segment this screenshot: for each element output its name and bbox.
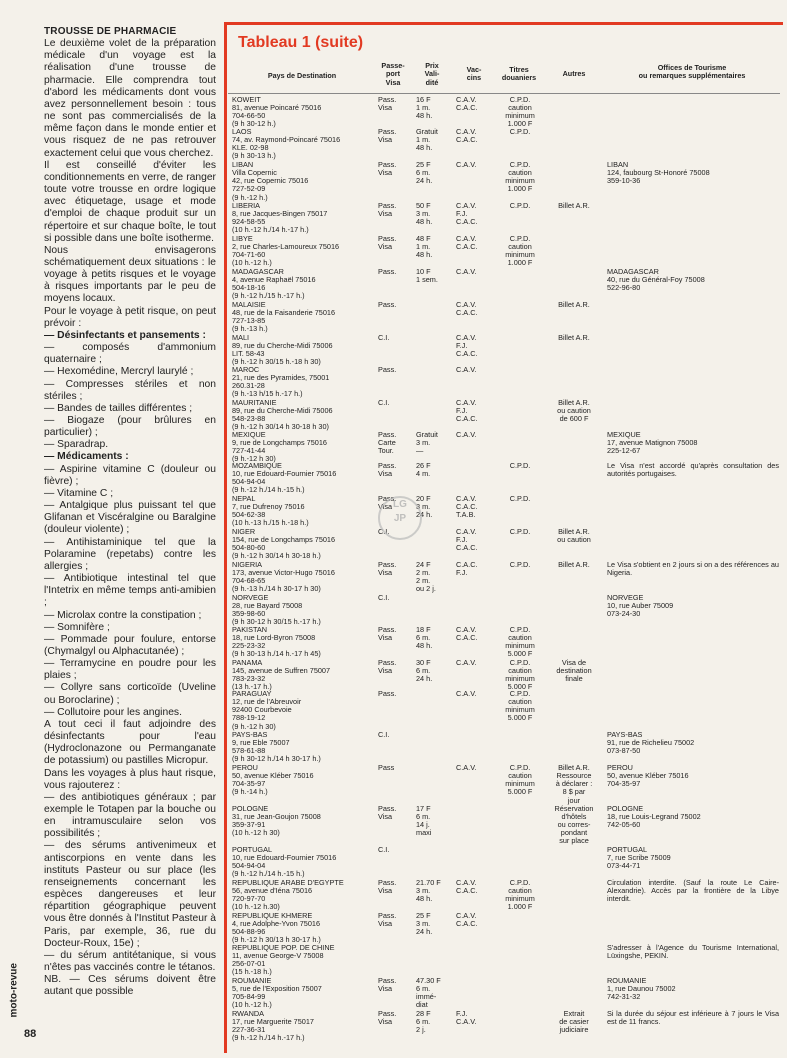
table-cell-pays: NEPAL 7, rue Dufrenoy 75016 504-62-38 (10 h.-13 h./15 h.-18 h.): [232, 494, 309, 528]
table-cell-vac: C.A.V. F.J. C.A.C.: [456, 398, 478, 424]
article-paragraph: — Terramycine en poudre pour les plaies ;: [44, 658, 216, 682]
article-paragraph: — Sparadrap.: [44, 439, 109, 451]
table-cell-prix: 16 F 1 m. 48 h.: [416, 95, 433, 121]
table-cell-prix: 25 F 3 m. 24 h.: [416, 911, 433, 937]
header-rule: [228, 93, 780, 94]
article-paragraph: — Aspirine vitamine C (douleur ou fièvre) ;: [44, 463, 216, 487]
table-cell-pass: Pass. Visa: [378, 201, 397, 219]
table-cell-pass: C.I.: [378, 527, 390, 536]
table-cell-off: MEXIQUE 17, avenue Matignon 75008 225-12-67: [607, 430, 698, 456]
table-cell-pays: LIBERIA 8, rue Jacques-Bingen 75017 924-58-55 (10 h.-12 h./14 h.-17 h.): [232, 201, 328, 235]
table-cell-pays: LAOS 74, av. Raymond-Poincaré 75016 KLE. 02-98 (9 h 30-13 h.): [232, 127, 341, 161]
header-prix: Prix Vali- dité: [424, 61, 440, 87]
pharmacy-article: [44, 26, 216, 999]
article-paragraph: — Biogaze (pour brûlures en particulier) ;: [44, 415, 216, 439]
header-offices: Offices de Tourisme ou remarques supplémentaires: [638, 63, 746, 81]
table-cell-off: Le Visa n'est accordé qu'après consultation des autorités portugaises.: [607, 461, 779, 479]
article-paragraph: A tout ceci il faut adjoindre des désinfectants pour l'eau (Hydroclonazone ou Permanganate de potassium) ou pastilles Micropur.: [44, 718, 216, 767]
article-paragraph: — Collyre sans corticoïde (Uveline ou Boroclarine) ;: [44, 682, 216, 706]
table-cell-vac: C.A.V.: [456, 658, 477, 667]
article-paragraph: — Collutoire pour les angines.: [44, 706, 182, 718]
table-cell-prix: 50 F 3 m. 48 h.: [416, 201, 433, 227]
article-paragraph: — du sérum antitétanique, si vous n'êtes pas vaccinés contre le tétanos.: [44, 949, 216, 974]
magazine-label: moto-revue: [8, 963, 20, 1018]
table-cell-pass: Pass: [378, 763, 395, 772]
table-cell-pass: Pass.: [378, 365, 397, 374]
table-cell-pass: Pass. Visa: [378, 160, 397, 178]
table-cell-vac: C.A.V. C.A.C. T.A.B.: [456, 494, 478, 520]
table-cell-pays: PANAMA 145, avenue de Suffren 75007 783-23-32 (13 h.-17 h.): [232, 658, 331, 692]
table-cell-off: MADAGASCAR 40, rue du Général-Foy 75008 522-96-80: [607, 267, 705, 293]
table-cell-off: Circulation interdite. (Sauf la route Le Caire-Alexandrie). Accès par la frontière de la Libye interdit.: [607, 878, 779, 904]
article-paragraph: — des antibiotiques généraux ; par exemple le Totapen par la bouche ou en intramusculaire selon vos possibilités ;: [44, 791, 216, 840]
table-cell-pays: POLOGNE 31, rue Jean-Goujon 75008 359-37-91 (10 h.-12 h 30): [232, 804, 321, 838]
table-cell-vac: C.A.V.: [456, 763, 477, 772]
table-cell-off: NORVEGE 10, rue Auber 75009 073-24-30: [607, 593, 674, 619]
table-cell-pays: REPUBLIQUE POP. DE CHINE 11, avenue George-V 75008 256-07-01 (15 h.-18 h.): [232, 943, 335, 977]
table-cell-prix: Gratuit 3 m. —: [416, 430, 438, 456]
table-cell-tit: C.P.D. caution minimum 1.000 F: [505, 95, 535, 129]
table-cell-off: Le Visa s'obtient en 2 jours si on a des références au Nigeria.: [607, 560, 779, 578]
table-cell-off: Si la durée du séjour est inférieure à 7 jours le Visa est de 11 francs.: [607, 1009, 779, 1027]
table-cell-tit: C.P.D.: [509, 494, 531, 503]
table-cell-aut: Billet A.R.: [558, 333, 590, 342]
table-cell-aut: Billet A.R. ou caution: [557, 527, 591, 545]
table-cell-pass: Pass.: [378, 300, 397, 309]
table-cell-prix: 18 F 6 m. 48 h.: [416, 625, 433, 651]
table-cell-pays: MAURITANIE 89, rue du Cherche-Midi 75006 548-23-88 (9 h.-12 h 30/14 h 30-18 h 30): [232, 398, 333, 432]
table-cell-pass: Pass. Visa: [378, 127, 397, 145]
table-cell-pays: MEXIQUE 9, rue de Longchamps 75016 727-41-44 (9 h.-12 h 30): [232, 430, 327, 464]
article-heading: TROUSSE DE PHARMACIE: [44, 26, 177, 37]
table-cell-pass: Pass. Visa: [378, 878, 397, 896]
table-cell-pays: ROUMANIE 5, rue de l'Exposition 75007 705-84-99 (10 h.-12 h.): [232, 976, 322, 1010]
table-cell-vac: C.A.V.: [456, 267, 477, 276]
table-cell-vac: C.A.V. F.J. C.A.C.: [456, 201, 478, 227]
watermark-stamp: LG JP: [378, 496, 422, 540]
table-cell-prix: 20 F 3 m. 24 h.: [416, 494, 433, 520]
article-paragraph: — Antihistaminique tel que la Polaramine (repetabs) contre les allergies ;: [44, 536, 216, 572]
table-cell-pass: C.I.: [378, 593, 390, 602]
table-cell-tit: C.P.D. caution minimum 5.000 F: [505, 658, 535, 692]
table-cell-vac: C.A.V. F.J. C.A.C.: [456, 527, 478, 553]
article-paragraph: Il est conseillé d'éviter les conditionnements en verre, de ranger toute votre trousse en ordre logique avec étiquetage, usage et mode d'emploi de chaque produit sur un répertoire et sur chaque boîte, le tout si possible dans une boîte isotherme.: [44, 159, 216, 244]
table-cell-prix: 26 F 4 m.: [416, 461, 431, 479]
table-cell-pass: Pass. Carte Tour.: [378, 430, 397, 456]
table-cell-pays: LIBYE 2, rue Charles-Lamoureux 75016 704-71-60 (10 h.-12 h.): [232, 234, 340, 268]
article-paragraph: Dans les voyages à plus haut risque, vous rajouterez :: [44, 767, 216, 791]
table-cell-tit: C.P.D. caution minimum 1.000 F: [505, 160, 535, 194]
table-cell-vac: C.A.V.: [456, 689, 477, 698]
table-cell-off: PAYS-BAS 91, rue de Richelieu 75002 073-87-50: [607, 730, 695, 756]
header-titres: Titres douaniers: [501, 65, 537, 83]
article-paragraph: — Microlax contre la constipation ;: [44, 609, 202, 621]
table-cell-prix: 21.70 F 3 m. 48 h.: [416, 878, 441, 904]
table-cell-tit: C.P.D.: [509, 527, 531, 536]
table-cell-pays: REPUBLIQUE ARABE D'EGYPTE 56, avenue d'Iéna 75016 720-97-70 (10 h.-12 h.30): [232, 878, 344, 912]
table-cell-pass: C.I.: [378, 398, 390, 407]
table-cell-tit: C.P.D. caution minimum 5.000 F: [505, 763, 535, 797]
table-cell-vac: C.A.V. C.A.C.: [456, 300, 478, 318]
table-cell-aut: Extrait de casier judiciaire: [559, 1009, 589, 1035]
article-paragraph: — Bandes de tailles différentes ;: [44, 402, 193, 414]
page-number: 88: [24, 1028, 37, 1040]
article-paragraph: — Pommade pour foulure, entorse (Chymalgyl ou Alphacutanée) ;: [44, 633, 216, 657]
table-cell-prix: 48 F 1 m. 48 h.: [416, 234, 433, 260]
table-cell-pass: Pass. Visa: [378, 494, 397, 512]
table-cell-pays: NIGER 154, rue de Longchamps 75016 504-80-60 (9 h.-12 h 30/14 h 30-18 h.): [232, 527, 336, 561]
header-passeport: Passe- port Visa: [381, 61, 405, 87]
table-cell-pass: C.I.: [378, 333, 390, 342]
table-cell-off: PORTUGAL 7, rue Scribe 75009 073-44-71: [607, 845, 671, 871]
table-cell-pass: Pass. Visa: [378, 625, 397, 643]
table-cell-pays: KOWEIT 81, avenue Poincaré 75016 704-66-50 (9 h 30-12 h.): [232, 95, 322, 129]
article-body: [44, 38, 216, 998]
table-cell-aut: Visa de destination finale: [556, 658, 592, 684]
table-cell-tit: C.P.D. caution minimum 1.000 F: [505, 234, 535, 268]
table-cell-pays: RWANDA 17, rue Marguerite 75017 227-36-31 (9 h.-12 h./14 h.-17 h.): [232, 1009, 314, 1043]
table-cell-aut: Billet A.R.: [558, 560, 590, 569]
table-cell-vac: C.A.V. C.A.C.: [456, 127, 478, 145]
table-cell-vac: F.J. C.A.V.: [456, 1009, 477, 1027]
table-cell-pass: Pass. Visa: [378, 1009, 397, 1027]
table-cell-prix: 28 F 6 m. 2 j.: [416, 1009, 431, 1035]
article-paragraph: — Somnifère ;: [44, 621, 110, 633]
table-cell-pass: Pass. Visa: [378, 234, 397, 252]
table-cell-aut: Billet A.R. ou caution de 600 F: [557, 398, 591, 424]
table-cell-pays: NIGERIA 173, avenue Victor-Hugo 75016 704-68-65 (9 h.-13 h./14 h 30-17 h 30): [232, 560, 335, 594]
table-cell-pass: Pass. Visa: [378, 911, 397, 929]
table-cell-prix: 25 F 6 m. 24 h.: [416, 160, 433, 186]
table-cell-pays: MALAISIE 48, rue de la Faisanderie 75016 727-13-85 (9 h.-13 h.): [232, 300, 336, 334]
table-cell-pays: PORTUGAL 10, rue Edouard-Fournier 75016 504-94-04 (9 h.-12 h./14 h.-15 h.): [232, 845, 337, 879]
table-cell-pays: MAROC 21, rue des Pyramides, 75001 260.31-28 (9 h.-13 h/15 h.-17 h.): [232, 365, 330, 399]
table-cell-vac: C.A.V. C.A.C.: [456, 234, 478, 252]
table-cell-pass: Pass. Visa: [378, 461, 397, 479]
table-cell-tit: C.P.D. caution minimum 1.000 F: [505, 878, 535, 912]
table-cell-pass: Pass. Visa: [378, 804, 397, 822]
table-cell-pass: C.I.: [378, 845, 390, 854]
table-cell-prix: 24 F 2 m. 2 m. ou 2 j.: [416, 560, 436, 594]
table-cell-pass: Pass.: [378, 267, 397, 276]
table-cell-pays: PAKISTAN 18, rue Lord-Byron 75008 225-23-32 (9 h 30-13 h./14 h.-17 h 45): [232, 625, 321, 659]
table-cell-vac: C.A.V.: [456, 365, 477, 374]
table-cell-vac: C.A.V. C.A.C.: [456, 95, 478, 113]
table-cell-off: LIBAN 124, faubourg St-Honoré 75008 359-10-36: [607, 160, 710, 186]
table-cell-aut: Billet A.R.: [558, 300, 590, 309]
table-cell-pass: C.I.: [378, 730, 390, 739]
table-cell-prix: 30 F 6 m. 24 h.: [416, 658, 433, 684]
table-cell-pays: NORVEGE 28, rue Bayard 75008 359-98-60 (9 h 30-12 h 30/15 h.-17 h.): [232, 593, 321, 627]
article-paragraph: — Antalgique plus puissant tel que Glifanan et Viscéralgine ou Baralgine (douleur violente) ;: [44, 500, 216, 536]
table-cell-pays: REPUBLIQUE KHMERE 4, rue Adolphe-Yvon 75016 504-88-96 (9 h.-12 h 30/13 h 30-17 h.): [232, 911, 321, 945]
article-paragraph: Le deuxième volet de la préparation médicale d'un voyage est la réalisation d'une trousse de pharmacie. Elle comprendra tout d'abord les médicaments dont vous avez personnellement besoin : tous ne sont pas commercialisés de la même façon dans le monde entier et vous risquez de ne pas retrouver exactement celui que vous cherchez.: [44, 38, 216, 159]
table-cell-tit: C.P.D.: [509, 127, 531, 136]
table-title: Tableau 1 (suite): [238, 34, 364, 51]
article-paragraph: — Désinfectants et pansements :: [44, 329, 206, 341]
table-cell-pays: PEROU 50, avenue Kléber 75016 704-35-97 (9 h.-14 h.): [232, 763, 314, 797]
table-cell-prix: 47.30 F 6 m. immé- diat: [416, 976, 441, 1010]
table-cell-pays: PARAGUAY 12, rue de l'Abreuvoir 92400 Courbevoie 788-19-12 (9 h.-12 h 30): [232, 689, 302, 731]
table-cell-pays: MALI 89, rue du Cherche-Midi 75006 LIT. 58-43 (9 h.-12 h 30/15 h.-18 h 30): [232, 333, 333, 367]
table-cell-tit: C.P.D.: [509, 461, 531, 470]
table-cell-vac: C.A.V. C.A.C.: [456, 878, 478, 896]
table-cell-tit: C.P.D. caution minimum 5.000 F: [505, 689, 535, 723]
table-cell-prix: Gratuit 1 m. 48 h.: [416, 127, 438, 153]
table-cell-tit: C.P.D. caution minimum 5.000 F: [505, 625, 535, 659]
article-paragraph: — composés d'ammonium quaternaire ;: [44, 342, 216, 366]
table-cell-pays: LIBAN Villa Copernic 42, rue Copernic 75016 727-52-09 (9 h.-12 h.): [232, 160, 309, 202]
table-cell-pass: Pass. Visa: [378, 658, 397, 676]
article-paragraph: — Vitamine C ;: [44, 487, 114, 499]
table-cell-prix: 10 F 1 sem.: [416, 267, 438, 285]
table-cell-pays: MADAGASCAR 4, avenue Raphaël 75016 504-18-16 (9 h.-12 h./15 h.-17 h.): [232, 267, 316, 301]
article-paragraph: — des sérums antivenimeux et antiscorpions en vente dans les instituts Pasteur ou sur place (les renseignements concernant les espèces dangereuses et leur répartition géographique peuvent vous être donnés à l'Institut Pasteur à Paris, par exemple, 36, rue du Docteur-Roux, 15e) ;: [44, 840, 216, 949]
table-cell-pass: Pass.: [378, 689, 397, 698]
table-cell-pass: Pass. Visa: [378, 95, 397, 113]
table-cell-vac: C.A.V.: [456, 160, 477, 169]
article-paragraph: Pour le voyage à petit risque, on peut prévoir :: [44, 305, 216, 329]
table-cell-vac: C.A.V. F.J. C.A.C.: [456, 333, 478, 359]
table-cell-off: PEROU 50, avenue Kléber 75016 704-35-97: [607, 763, 689, 789]
article-paragraph: — Hexomédine, Mercryl laurylé ;: [44, 366, 194, 378]
article-paragraph: — Médicaments :: [44, 451, 129, 463]
table-cell-vac: C.A.V. C.A.C.: [456, 911, 478, 929]
header-vaccins: Vac- cins: [466, 65, 482, 83]
article-paragraph: Nous envisagerons schématiquement deux situations : le voyage à petits risques et le voyage à risques importants par le peu de moyens locaux.: [44, 244, 216, 305]
article-paragraph: NB. — Ces sérums doivent être autant que possible: [44, 974, 216, 998]
table-cell-off: POLOGNE 18, rue Louis-Legrand 75002 742-05-60: [607, 804, 701, 830]
table-cell-pays: MOZAMBIQUE 10, rue Edouard-Fournier 75016 504-94-04 (9 h.-12 h./14 h.-15 h.): [232, 461, 337, 495]
table-cell-pass: Pass. Visa: [378, 560, 397, 578]
article-paragraph: — Compresses stériles et non stériles ;: [44, 378, 216, 402]
table-cell-prix: 17 F 6 m. 14 j. maxi: [416, 804, 432, 838]
table-cell-tit: C.P.D.: [509, 560, 531, 569]
table-cell-off: S'adresser à l'Agence du Tourisme International, Lüxingshe, PEKIN.: [607, 943, 779, 961]
table-cell-pass: Pass. Visa: [378, 976, 397, 994]
table-cell-vac: C.A.C. F.J.: [456, 560, 478, 578]
table-cell-pays: PAYS-BAS 9, rue Eble 75007 578-61-88 (9 h 30-12 h./14 h 30-17 h.): [232, 730, 321, 764]
table-cell-tit: C.P.D.: [509, 201, 531, 210]
table-cell-aut: Billet A.R.: [558, 201, 590, 210]
table-cell-vac: C.A.V. C.A.C.: [456, 625, 478, 643]
table-cell-vac: C.A.V.: [456, 430, 477, 439]
header-autres: Autres: [562, 69, 586, 78]
table-cell-aut: Billet A.R. Ressource à déclarer : 8 $ par jour Réservation d'hôtels ou corres- pondant sur place: [554, 763, 594, 846]
header-pays: Pays de Destination: [267, 71, 337, 80]
article-paragraph: — Antibiotique intestinal tel que l'Intetrix en même temps anti-amibien ;: [44, 573, 216, 609]
table-cell-off: ROUMANIE 1, rue Daunou 75002 742-31-32: [607, 976, 676, 1002]
